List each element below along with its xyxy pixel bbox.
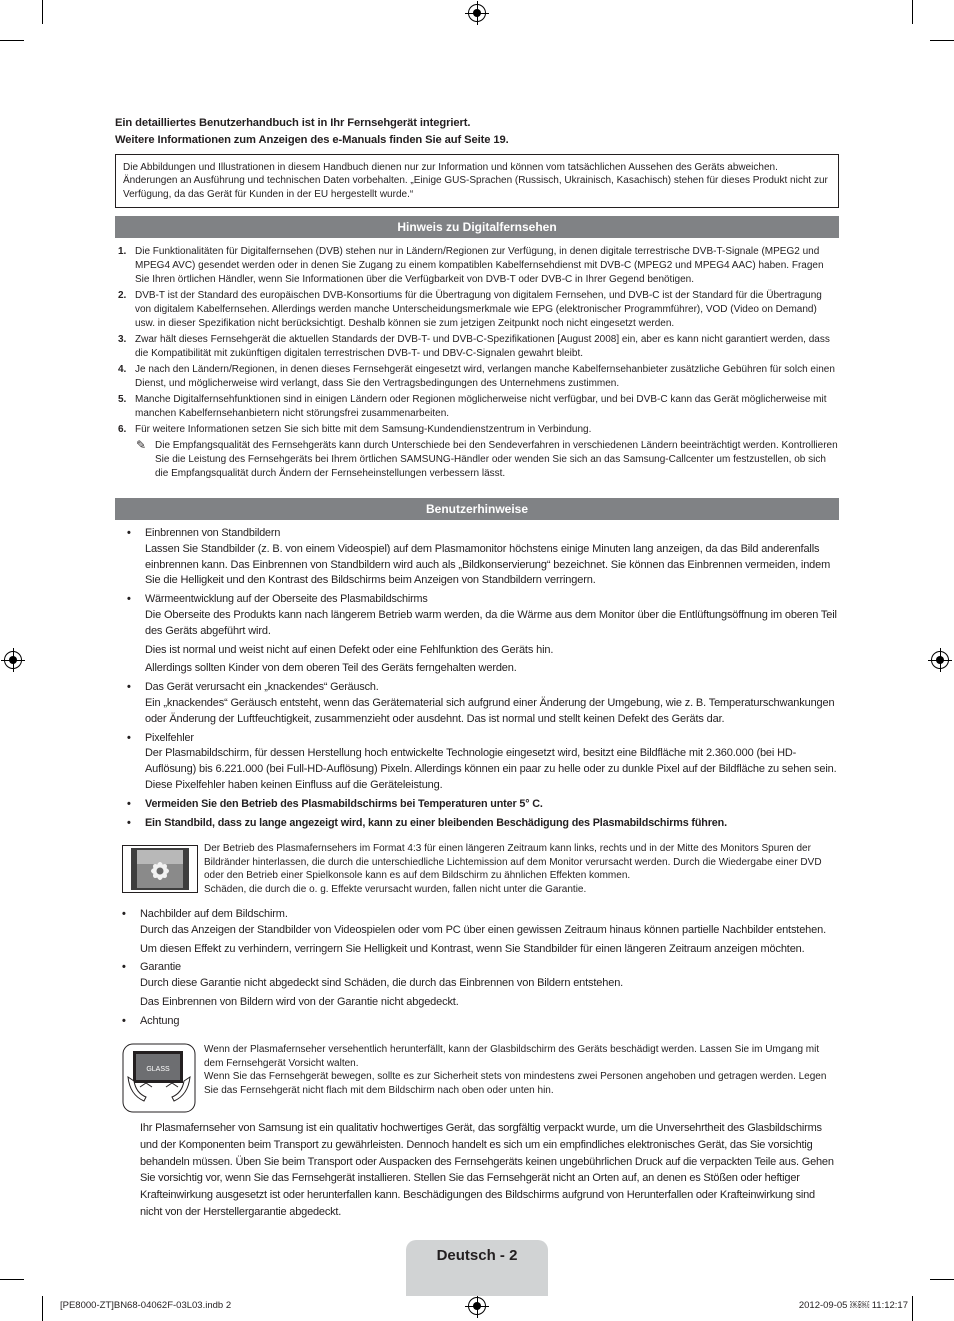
list-item [115,1014,839,1030]
list-item [115,423,839,437]
bullet-list [115,907,839,1030]
glass-note [204,1043,839,1098]
item-heading: Nachbilder auf dem Bildschirm. [140,908,288,920]
image-note [204,842,839,897]
crop-mark [930,1279,954,1280]
paragraph: Der Plasmabildschirm, für dessen Herstellung hoch entwickelte Technologie eingesetzt wird, besitzt eine Bildfläche mit 2.360.000 (bei HD-Auflösung) bis 6.221.000 (bei Full-HD-Auflösung) Pixeln. Allerdings können ein paar zu helle oder zu dunkle Pixel auf der Bildfläche zu sehen sein. Diese Pixelfehler haben keinen Einfluss auf die Geräteleistung. [145,747,837,791]
crop-mark [42,1296,43,1321]
item-heading: Pixelfehler [145,731,194,744]
bullet-icon: • [122,908,126,920]
item-body [115,542,839,589]
item-text: DVB-T ist der Standard des europäischen DVB-Konsortiums für die Übertragung von digitalem Fernsehen, und DVB-C ist der Standard für die Übertragung von digitalem Kabelfernsehen. Allerdings werden manche Unterscheidungsmerkmale wie EPG (elektronischer Programmführer), VOD (Video on Demand) usw. in dieser Spezifikation nicht berücksichtigt. Deshalb können sie zum jetzigen Zeitpunkt noch nicht eingesetzt werden. [135,290,822,329]
bullet-icon: • [127,731,131,744]
item-number: 3. [118,334,127,345]
item-body [115,976,839,1011]
list-item [115,731,839,747]
paragraph: Durch diese Garantie nicht abgedeckt sind Schäden, die durch das Einbrennen von Bildern entstehen. [140,977,624,990]
item-heading: Garantie [140,961,181,974]
page-number: Deutsch - 2 [436,1247,518,1264]
section-heading: Benutzerhinweise [115,498,839,520]
bullet-icon: • [122,961,126,974]
note-text: Die Empfangsqualität des Fernsehgeräts kann durch Unterschiede bei den Sendeverfahren in verschiedenen Ländern beeinträchtigt werden. Kontrollieren Sie die Leistung des Fernsehgeräts bei Ihrem örtlichen SAMSUNG-Händler oder wenden Sie sich an das Samsung-Callcenter um festzustellen, ob sich die Empfangsqualität durch Ändern der Fernseheinstellungen verbessern lässt. [155,440,838,479]
pencil-note-icon: ✎ [136,438,147,452]
list-item [115,592,839,608]
paragraph: Allerdings sollten Kinder von dem oberen Teil des Geräts ferngehalten werden. [145,662,517,675]
crop-mark [930,40,954,41]
bullet-icon: • [127,593,131,606]
list-item [115,797,839,813]
item-number: 1. [118,246,127,257]
paragraph: Der Betrieb des Plasmafernsehers im Format 4:3 für einen längeren Zeitraum kann links, rechts und in der Mitte des Monitors Spuren der Bildränder hinterlassen, die durch die unterschiedliche Lichtemission auf dem Monitor verursacht werden. Durch die Wiedergabe einer DVD oder den Betrieb einer Spielkonsole kann es auf dem Bildschirm zu ähnlichen Effekten kommen. [204,843,822,882]
item-text: Für weitere Informationen setzen Sie sich bitte mit dem Samsung-Kundendienstzentrum in Verbindung. [135,424,592,435]
bullet-icon: • [127,816,131,829]
bullet-icon: • [127,681,131,694]
paragraph: Wenn Sie das Fernsehgerät bewegen, sollte es zur Sicherheit stets von mindestens zwei Personen angehoben und getragen werden. Legen Sie das Fernsehgerät nicht flach mit dem Bildschirm nach oben oder unten hin. [204,1071,827,1097]
paragraph: Lassen Sie Standbilder (z. B. von einem Videospiel) auf dem Plasmamonitor höchstens einige Minuten lang anzeigen, da das Bild anderenfalls einbrennen kann. Das Einbrennen von Standbildern wird auch als „Bildkonservierung“ bezeichnet. Sie können das Einbrennen vermeiden, indem Sie die Helligkeit und den Kontrast des Bildschirms beim Anzeigen von Standbildern verringern. [145,542,831,587]
list-item [115,289,839,331]
item-number: 6. [118,424,127,435]
crop-mark [0,40,24,41]
item-body [115,746,839,793]
list-item [115,245,839,287]
flower-screen-icon [123,846,197,892]
paragraph: Das Einbrennen von Bildern wird von der Garantie nicht abgedeckt. [140,995,459,1008]
paragraph: Durch das Anzeigen der Standbilder von Videospielen oder vom PC über einen gewissen Zeitraum hinaus können partielle Nachbilder entstehen. [140,923,826,936]
numbered-list [115,245,839,481]
screen-burn-illustration [122,845,198,893]
item-heading: Achtung [140,1014,180,1027]
item-heading: Einbrennen von Standbildern [145,527,281,539]
registration-mark-icon [468,4,486,22]
file-slug: [PE8000-ZT]BN68-04062F-03L03.indb 2 [60,1300,232,1311]
item-text: Manche Digitalfernsehfunktionen sind in einigen Ländern oder Regionen möglicherweise nicht verfügbar, und bei DVB-C kann das Gerät möglicherweise mit manchen Kabelfernsehanbietern nicht störungsfrei zusammenarbeiten. [135,394,827,419]
item-body [115,696,839,728]
note [115,439,839,481]
list-item [115,680,839,696]
item-heading: Wärmeentwicklung auf der Oberseite des Plasmabildschirms [145,593,428,606]
item-text: Zwar hält dieses Fernsehgerät die aktuellen Standards der DVB-T- und DVB-C-Spezifikationen [August 2008] ein, aber es kann nicht garantiert werden, dass die Kompatibilität mit zukünftigen digitalen terrestrischen DVB-T- und DBV-C-Signalen gewahrt bleibt. [135,334,830,359]
item-heading: Vermeiden Sie den Betrieb des Plasmabildschirms bei Temperaturen unter 5° C. [145,797,543,810]
list-item [115,960,839,976]
item-heading: Das Gerät verursacht ein „knackendes“ Geräusch. [145,681,379,694]
glass-handling-illustration [122,1043,196,1113]
list-item [115,907,839,923]
bullet-icon: • [122,1014,126,1027]
registration-mark-icon [931,651,949,669]
section-heading: Hinweis zu Digitalfernsehen [115,216,839,238]
intro-line: Weitere Informationen zum Anzeigen des e-Manuals finden Sie auf Seite 19. [115,134,509,146]
list-item [115,333,839,361]
crop-mark [0,1279,24,1280]
list-item [115,816,839,832]
closing-paragraph: Ihr Plasmafernseher von Samsung ist ein qualitativ hochwertiges Gerät, das sorgfältig verpackt wurde, um die Unversehrtheit des Glasbildschirms und der Komponenten beim Transport zu gewährleisten. Dennoch handelt es sich um ein empfindliches elektronisches Gerät, das Sie vorsichtig behandeln müssen. Üben Sie beim Transport oder Auspacken des Fernsehgeräts keinen ungebührlichen Druck auf die verpackten Teile aus. Gehen Sie vorsichtig vor, wenn Sie das Fernsehgerät installieren. Stellen Sie das Fernsehgerät nicht an Orten auf, an denen es Stößen oder heftiger Krafteinwirkung ausgesetzt ist oder herunterfallen kann. Beschädigungen des Bildschirms aufgrund von Herunterfallen oder Krafteinwirkung sind nicht von der Herstellergarantie abgedeckt. [140,1122,834,1218]
item-number: 4. [118,364,127,375]
paragraph: Ein „knackendes“ Geräusch entsteht, wenn das Gerätematerial sich aufgrund einer Änderung der Umgebung, wie z. B. Temperaturschwankungen oder Änderung der Luftfeuchtigkeit, zusammenzieht oder ausdehnt. Das ist normal und stellt keinen Defekt des Geräts dar. [145,696,835,725]
paragraph: Wenn der Plasmafernseher versehentlich herunterfällt, kann der Glasbildschirm des Geräts beschädigt werden. Lassen Sie im Umgang mit dem Fernsehgerät Vorsicht walten. [204,1044,820,1069]
crop-mark [912,1296,913,1321]
item-heading: Ein Standbild, dass zu lange angezeigt wird, kann zu einer bleibenden Beschädigung des Plasmabildschirms führen. [145,816,727,829]
bullet-icon: • [127,527,131,539]
paragraph: Dies ist normal und weist nicht auf einen Defekt oder eine Fehlfunktion des Geräts hin. [145,643,554,656]
print-timestamp: 2012-09-05 ￼￼ 11:12:17 [798,1300,908,1311]
hands-holding-glass-icon [122,1043,196,1113]
crop-mark [42,0,43,24]
intro-line: Ein detailliertes Benutzerhandbuch ist in Ihr Fernsehgerät integriert. [115,117,471,129]
bullet-icon: • [127,797,131,810]
registration-mark-icon [4,651,22,669]
notice-box: Die Abbildungen und Illustrationen in diesem Handbuch dienen nur zur Information und können vom tatsächlichen Aussehen des Geräts abweichen. Änderungen an Ausführung und technischen Daten vorbehalten. „Einige GUS-Sprachen (Russisch, Ukrainisch, Kasachisch) stehen für dieses Produkt nicht zur Verfügung, da das Gerät für Kunden in der EU hergestellt wurde.“ [115,154,839,208]
item-text: Die Funktionalitäten für Digitalfernsehen (DVB) stehen nur in Ländern/Regionen zur Verfügung, in denen digitale terrestrische DVB-T-Signale (MPEG2 und MPEG4 AVC) gesendet werden oder in denen Sie Zugang zu einem kompatiblen Kabelfernsehdienst mit DVB-C (MPEG2 und MPEG4 AAC) haben. Fragen Sie Ihren örtlichen Händler, wenn Sie Informationen über die Verfügbarkeit von DVB-T oder DVB-C in Ihrer Gegend benötigen. [135,246,824,285]
list-item [115,393,839,421]
paragraph: Schäden, die durch die o. g. Effekte verursacht wurden, fallen nicht unter die Garantie. [204,884,587,896]
list-item [115,526,839,542]
paragraph: Die Oberseite des Produkts kann nach längerem Betrieb warm werden, da die Wärme aus dem Monitor über die Entlüftungsöffnung im oberen Teil des Geräts abgeführt wird. [145,608,837,637]
item-body [115,923,839,958]
page-number-tab [406,1240,548,1296]
item-number: 5. [118,394,127,405]
item-body [115,608,839,677]
paragraph: Um diesen Effekt zu verhindern, verringern Sie Helligkeit und Kontrast, wenn Sie Standbilder für einen längeren Zeitraum anzeigen möchten. [140,942,805,955]
item-text: Je nach den Ländern/Regionen, in denen dieses Fernsehgerät eingesetzt wird, verlangen manche Kabelfernsehanbieter zusätzliche Gebühren für solch einen Dienst, und möglicherweise wird verlangt, dass Sie den Vertragsbedingungen des Unternehmens zustimmen. [135,364,835,389]
registration-mark-icon [468,1297,486,1315]
list-item [115,363,839,391]
crop-mark [912,0,913,24]
intro-text [115,115,839,149]
glass-label: GLASS [146,1066,170,1073]
item-number: 2. [118,290,127,301]
bullet-list [115,526,839,831]
